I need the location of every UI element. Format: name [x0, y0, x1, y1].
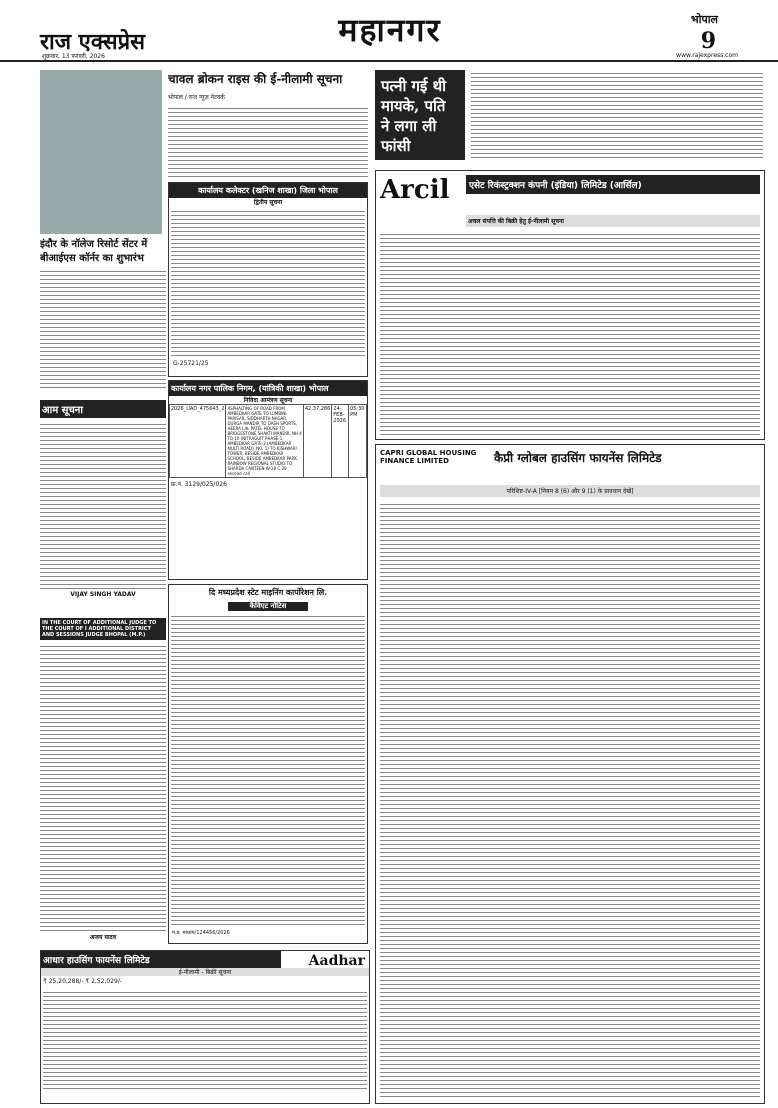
tender-time: 05:30 PM — [349, 405, 367, 478]
aam-body — [40, 421, 166, 591]
nn-table — [169, 404, 367, 478]
arcil-title: एसेट रिकंस्ट्रक्शन कंपनी (इंडिया) लिमिटेड (आर्सिल) — [466, 175, 760, 194]
aadhar-sub: ई-नीलामी - बिक्री सूचना — [41, 968, 369, 976]
capri-logo: CAPRI GLOBAL HOUSING FINANCE LIMITED — [380, 449, 477, 465]
nn-sub: निविदा आमंत्रण सूचना — [243, 397, 293, 404]
masthead — [0, 0, 778, 62]
newspaper-logo: राज एक्सप्रेस — [40, 29, 145, 55]
indore-body — [40, 268, 166, 388]
wife-story — [375, 70, 765, 165]
mining-sub: कैविएट नोटिस — [228, 602, 308, 611]
tender-date: 24-FEB-2026 — [332, 405, 349, 478]
capri-title: कैप्री ग्लोबल हाउसिंग फायनेंस लिमिटेड — [494, 451, 662, 465]
page-number: 9 — [700, 28, 716, 54]
rice-story — [168, 70, 368, 180]
aadhar-body — [43, 989, 367, 1089]
tender-work: ASPHALTING OF ROAD FROM AMBEDKAR GATE TO LUMBINI PARISAR, SIDDHARTH NAGAR, DURGA MANDIR TO DASH SPORTS, HEERA LAL PATEL HOUSE TO BRIDGESTONE SHAKTI MANDIR, NH 4 TO 10 (NITRAGUIT PHASE-1, AMBEDKAR GATE-2 (AMBEDKAR MULTI ROAD), NO. 1) TO KISHWARI TOWER, BESIDE AMBEDKAR SCHOOL, BESIDE AMBEDKAR PARK, RAINBOW REGIONAL STUDIO TO SHARDA CANTEEN W-28 C-28 second call — [227, 406, 302, 476]
court-name: अजय यादव — [89, 934, 117, 941]
capri-sub: परिशिष्ट-IV-A [नियम 8 (6) और 9 (1) के प्रावधान देखें] — [380, 485, 760, 497]
nagar-nigam-notice — [168, 380, 368, 580]
collector-sub: द्वितीय सूचना — [253, 199, 283, 206]
mining-title: दि मध्यप्रदेश स्टेट माइनिंग कार्पोरेशन लि. — [208, 587, 328, 597]
capri-notice — [375, 444, 765, 1104]
aadhar-title: आधार हाउसिंग फायनेंस लिमिटेड — [41, 951, 281, 968]
nn-code: फ्र.नं. 3129/025/026 — [171, 481, 227, 488]
table-row — [170, 405, 367, 478]
website-link[interactable]: www.rajexpress.com — [676, 52, 738, 59]
arcil-logo: Arcil — [380, 175, 450, 205]
aadhar-amounts — [41, 976, 369, 987]
arcil-subtitle: अचल संपत्ति की बिक्री हेतु ई-नीलामी सूचना — [466, 215, 760, 227]
arcil-notice — [375, 170, 765, 440]
aam-suchna — [40, 400, 166, 615]
wife-body — [471, 70, 763, 160]
emd-amount: ₹ 2,52,029/- — [85, 978, 123, 985]
publication-date: शुक्रवार, 13 फरवरी, 2026 — [42, 53, 105, 60]
nn-title: कार्यालय नगर पालिक निगम, (यांत्रिकी शाखा) भोपाल — [169, 381, 367, 396]
rice-byline: भोपाल / राज न्यूज़ नेटवर्क — [168, 94, 225, 101]
aam-title: आम सूचना — [40, 400, 166, 418]
court-notice — [40, 618, 166, 948]
court-title: IN THE COURT OF ADDITIONAL JUDGE TO THE COURT OF I ADDITIONAL DISTRICT AND SESSIONS JUDGE BHOPAL (M.P.) — [40, 618, 166, 640]
capri-body — [380, 501, 760, 1099]
rice-body — [168, 105, 368, 180]
tender-amount: 42,37,286 — [303, 405, 331, 478]
mining-notice — [168, 584, 368, 944]
indore-headline: इंदौर के नॉलेज रिसोर्ट सेंटर में बीआईएस कॉर्नर का शुभारंभ — [40, 239, 148, 264]
collector-body — [171, 208, 365, 358]
collector-code: G-25721/25 — [173, 360, 209, 367]
aadhar-notice — [40, 950, 370, 1104]
collector-notice — [168, 182, 368, 377]
mining-code: म.प्र. माध्यम/124456/2026 — [172, 930, 230, 936]
wife-headline: पत्नी गई थी मायके, पति ने लगा ली फांसी — [375, 70, 465, 160]
arcil-body — [380, 231, 760, 436]
collector-title: कार्यालय कलेक्टर (खनिज शाखा) जिला भोपाल — [169, 183, 367, 198]
section-title: महानगर — [338, 11, 442, 49]
tender-no: 2026_UAD_475643_2 — [170, 405, 226, 478]
aam-name: VIJAY SINGH YADAV — [70, 591, 136, 598]
court-body — [40, 643, 166, 933]
indore-story — [40, 236, 166, 396]
mining-body — [171, 613, 365, 928]
city-name: भोपाल — [690, 13, 718, 26]
event-photo — [40, 70, 162, 234]
rice-headline: चावल ब्रोकन राइस की ई-नीलामी सूचना — [168, 72, 343, 86]
aadhar-logo: Aadhar — [308, 953, 365, 969]
reserve-price: ₹ 25,20,288/- — [43, 978, 84, 985]
